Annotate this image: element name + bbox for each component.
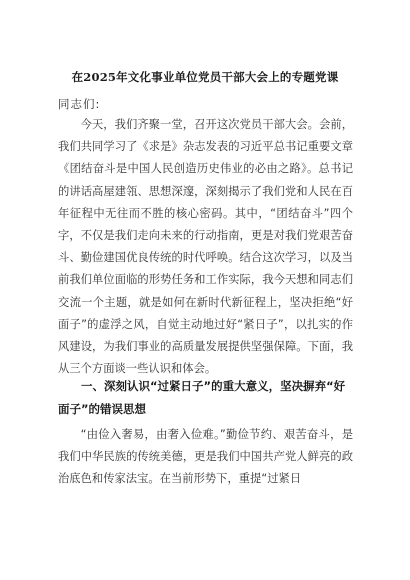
body-paragraph-1: 今天，我们齐聚一堂，召开这次党员干部大会。会前，我们共同学习了《求是》杂志发表的习近平总书记重要文章《团结奋斗是中国人民创造历史伟业的必由之路》。总书记的讲话高屋建瓴、思想深邃，深刻揭示了我们党和人民在百年征程中无往而不胜的核心密码。其中，“团结奋斗”四个字，不仅是我们走向未来的行动指南，更是对我们党艰苦奋斗、勤俭建国优良传统的时代呼唤。结合这次学习，以及当前我们单位面临的形势任务和工作实际，我今天想和同志们交流一个主题，就是如何在新时代新征程上，坚决拒绝“好面子”的虚浮之风，自觉主动地过好“紧日子”，以扎实的作风建设，为我们事业的高质量发展提供坚强保障。下面，我从三个方面谈一些认识和体会。 [58,118,353,376]
salutation: 同志们: [58,97,101,111]
body-paragraph-2: “由俭入奢易，由奢入俭难。”勤俭节约、艰苦奋斗，是我们中华民族的传统美德，更是我们中国共产党人鲜亮的政治底色和传家法宝。在当前形势下，重提“过紧日 [58,428,353,486]
document-title: 在2025年文化事业单位党员干部大会上的专题党课 [71,70,339,84]
section-heading-1: 一、深刻认识“过紧日子”的重大意义，坚决摒弃“好面子”的错误思想 [58,379,346,416]
